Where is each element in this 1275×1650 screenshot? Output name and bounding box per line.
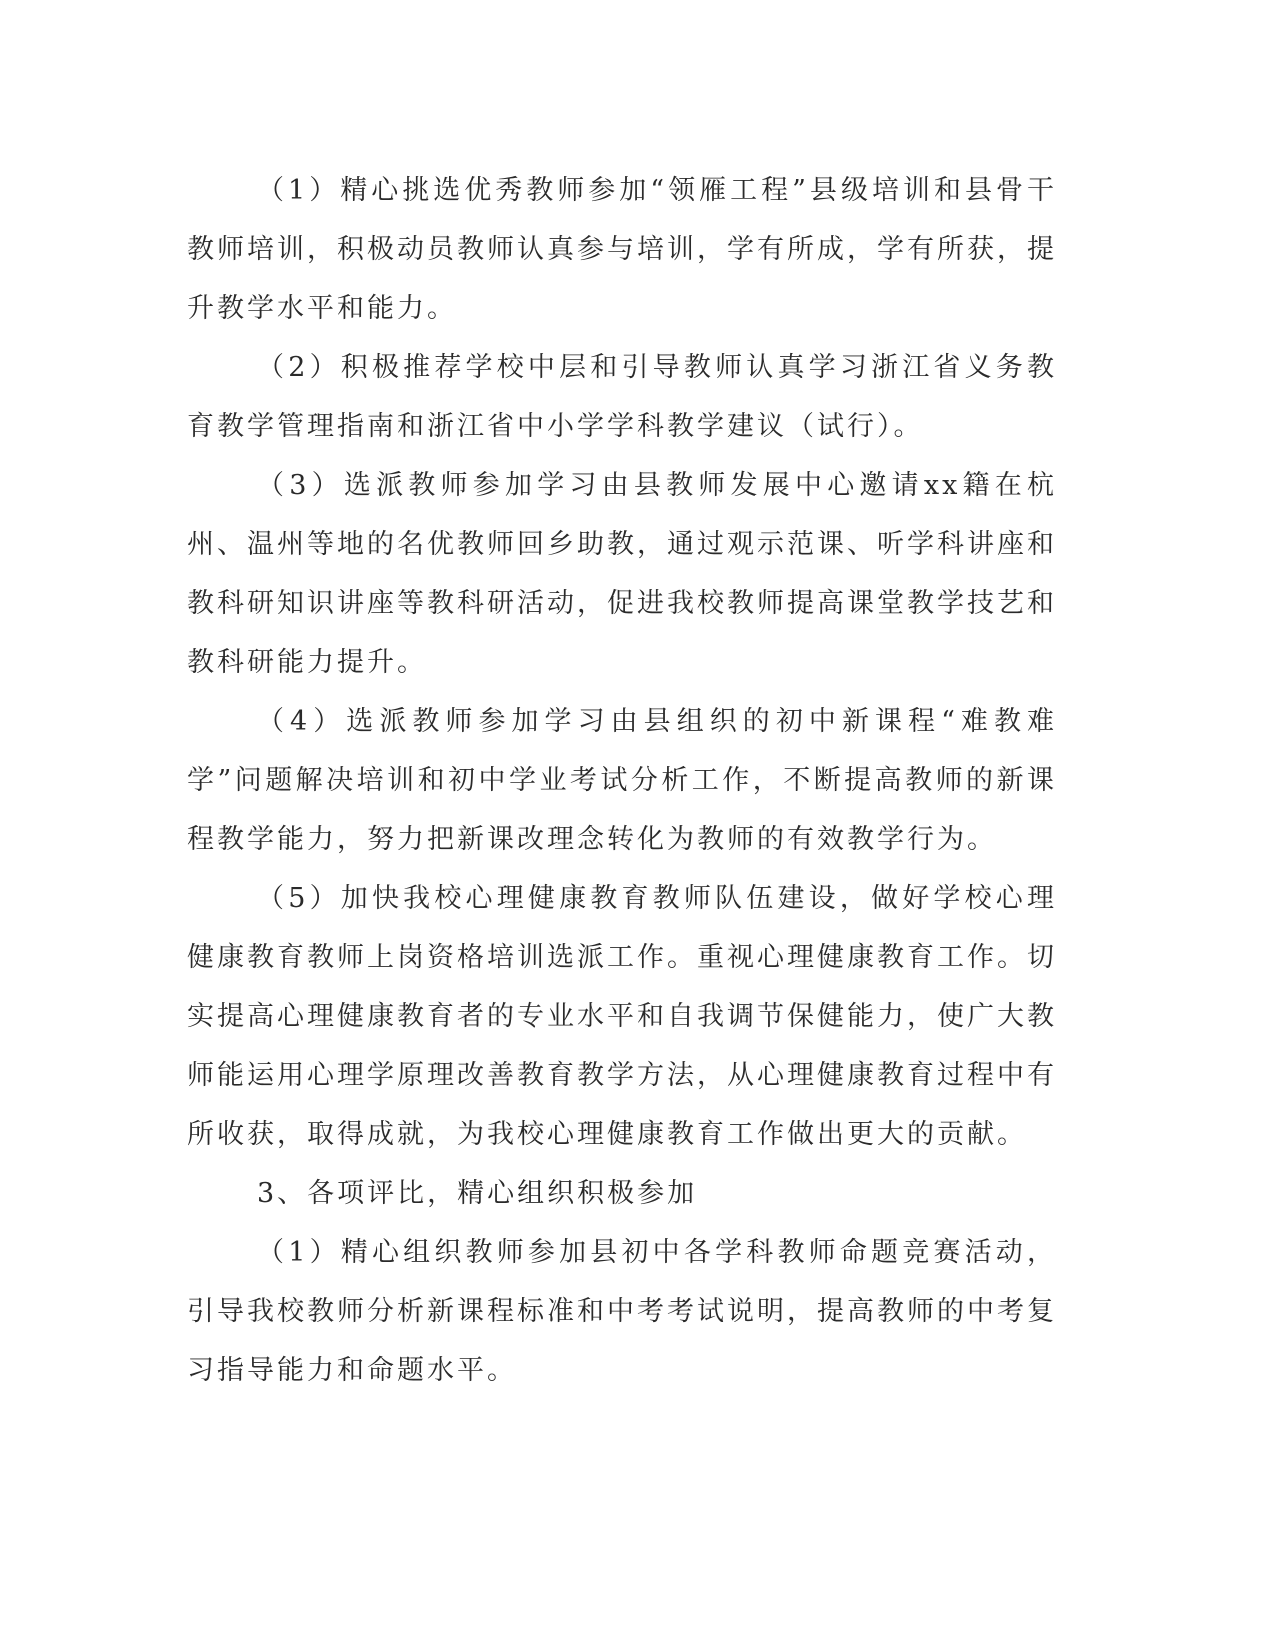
- paragraph-new-curriculum: （4）选派教师参加学习由县组织的初中新课程“难教难学”问题解决培训和初中学业考试分析工作，不断提高教师的新课程教学能力，努力把新课改理念转化为教师的有效教学行为。: [187, 706, 1057, 855]
- paragraph-training-selection: （1）精心挑选优秀教师参加“领雁工程”县级培训和县骨干教师培训，积极动员教师认真参与培训，学有所成，学有所获，提升教学水平和能力。: [187, 175, 1057, 324]
- section-heading-competitions: 3、各项评比，精心组织积极参加: [257, 1178, 698, 1209]
- document-body: [187, 161, 1057, 1400]
- paragraph-mental-health: （5）加快我校心理健康教育教师队伍建设，做好学校心理健康教育教师上岗资格培训选派工作。重视心理健康教育工作。切实提高心理健康教育者的专业水平和自我调节保健能力，使广大教师能运用心理学原理改善教育教学方法，从心理健康教育过程中有所收获，取得成就，为我校心理健康教育工作做出更大的贡献。: [187, 883, 1057, 1150]
- paragraph-study-guidelines: （2）积极推荐学校中层和引导教师认真学习浙江省义务教育教学管理指南和浙江省中小学学科教学建议（试行）。: [187, 352, 1057, 442]
- paragraph-expert-teaching: （3）选派教师参加学习由县教师发展中心邀请xx籍在杭州、温州等地的名优教师回乡助教，通过观示范课、听学科讲座和教科研知识讲座等教科研活动，促进我校教师提高课堂教学技艺和教科研能力提升。: [187, 470, 1057, 678]
- paragraph-exam-competition: （1）精心组织教师参加县初中各学科教师命题竞赛活动，引导我校教师分析新课程标准和中考考试说明，提高教师的中考复习指导能力和命题水平。: [187, 1237, 1057, 1386]
